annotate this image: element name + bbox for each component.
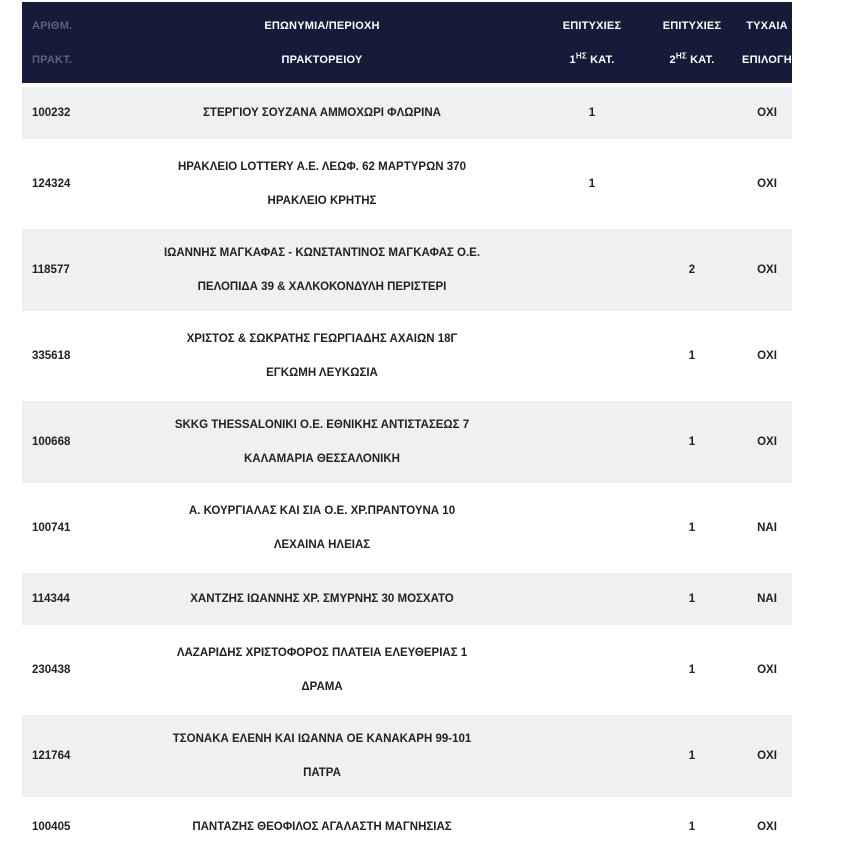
table-header xyxy=(22,2,792,85)
random-pick: ΟΧΙ xyxy=(757,750,777,762)
agency-name-line: ΚΑΛΑΜΑΡΙΑ ΘΕΣΣΑΛΟΝΙΚΗ xyxy=(244,453,400,465)
table-row xyxy=(22,227,792,313)
random-pick: ΟΧΙ xyxy=(757,436,777,448)
agency-code: 335618 xyxy=(32,350,71,362)
agency-name-line: ΠΑΝΤΑΖΗΣ ΘΕΟΦΙΛΟΣ ΑΓΑΛΑΣΤΗ ΜΑΓΝΗΣΙΑΣ xyxy=(192,821,452,833)
table-row xyxy=(22,571,792,627)
agency-name-line: ΤΣΟΝΑΚΑ ΕΛΕΝΗ ΚΑΙ ΙΩΑΝΝΑ ΟΕ ΚΑΝΑΚΑΡΗ 99-101 xyxy=(172,733,472,745)
agency-code: 114344 xyxy=(32,593,70,605)
agency-code: 100668 xyxy=(32,436,71,448)
second-category-wins: 1 xyxy=(688,436,696,448)
agency-code: 230438 xyxy=(32,664,71,676)
agency-name-line: Α. ΚΟΥΡΓΙΑΛΑΣ ΚΑΙ ΣΙΑ Ο.Ε. ΧΡ.ΠΡΑΝΤΟΥΝΑ 10 xyxy=(188,505,456,517)
results-table xyxy=(22,2,792,857)
agency-name-location xyxy=(102,571,542,627)
agency-name-line: ΔΡΑΜΑ xyxy=(301,681,343,693)
agency-name-line: ΧΡΙΣΤΟΣ & ΣΩΚΡΑΤΗΣ ΓΕΩΡΓΙΑΔΗΣ ΑΧΑΙΩΝ 18Γ xyxy=(186,333,458,345)
agency-code: 124324 xyxy=(32,178,71,190)
first-category-wins xyxy=(542,485,642,571)
agency-name-line: ΧΑΝΤΖΗΣ ΙΩΑΝΝΗΣ ΧΡ. ΣΜΥΡΝΗΣ 30 ΜΟΣΧΑΤΟ xyxy=(190,593,454,605)
first-category-wins xyxy=(542,313,642,399)
first-category-wins: 1 xyxy=(588,107,596,119)
random-pick: ΟΧΙ xyxy=(757,350,777,362)
first-category-wins xyxy=(542,713,642,799)
agency-name-location xyxy=(102,799,542,855)
table-row xyxy=(22,141,792,227)
header-first-category: ΕΠΙΤΥΧΙΕΣ $1^{H\Sigma}$ ΚΑΤ. xyxy=(562,19,622,66)
table-row xyxy=(22,313,792,399)
first-category-wins xyxy=(542,571,642,627)
agency-code: 100741 xyxy=(32,522,71,534)
random-pick: ΟΧΙ xyxy=(757,178,777,190)
header-second-category: ΕΠΙΤΥΧΙΕΣ $2^{H\Sigma}$ ΚΑΤ. xyxy=(662,19,722,66)
random-pick: ΝΑΙ xyxy=(757,522,777,534)
second-category-wins: 2 xyxy=(688,264,696,276)
table-row xyxy=(22,399,792,485)
agency-name-line: ΠΕΛΟΠΙΔΑ 39 & ΧΑΛΚΟΚΟΝΔΥΛΗ ΠΕΡΙΣΤΕΡΙ xyxy=(197,281,447,293)
agency-code: 121764 xyxy=(32,750,71,762)
first-category-wins xyxy=(542,627,642,713)
agency-name-line: SKKG THESSALONIKI Ο.Ε. ΕΘΝΙΚΗΣ ΑΝΤΙΣΤΑΣΕΩΣ 7 xyxy=(174,419,470,431)
table-row xyxy=(22,485,792,571)
header-random-pick: ΤΥΧΑΙΑ ΕΠΙΛΟΓΗ xyxy=(742,19,792,66)
agency-name-line: ΗΡΑΚΛΕΙΟ ΚΡΗΤΗΣ xyxy=(267,195,377,207)
table-row xyxy=(22,627,792,713)
first-category-wins xyxy=(542,227,642,313)
second-category-wins: 1 xyxy=(688,821,696,833)
random-pick: ΟΧΙ xyxy=(757,264,777,276)
agency-name-location xyxy=(102,627,542,713)
agency-code: 100232 xyxy=(32,107,71,119)
table-row xyxy=(22,85,792,141)
second-category-wins: 1 xyxy=(688,350,696,362)
first-category-wins xyxy=(542,399,642,485)
random-pick: ΝΑΙ xyxy=(757,593,777,605)
results-table-container xyxy=(22,2,792,857)
agency-name-location xyxy=(102,399,542,485)
agency-name-line: ΠΑΤΡΑ xyxy=(303,767,341,779)
second-category-wins: 1 xyxy=(688,750,696,762)
first-category-wins: 1 xyxy=(588,178,596,190)
table-row xyxy=(22,713,792,799)
agency-name-line: ΛΕΧΑΙΝΑ ΗΛΕΙΑΣ xyxy=(273,539,371,551)
header-name: ΕΠΩΝΥΜΙΑ/ΠΕΡΙΟΧΗ ΠΡΑΚΤΟΡΕΙΟΥ xyxy=(264,19,380,66)
agency-name-line: ΙΩΑΝΝΗΣ ΜΑΓΚΑΦΑΣ - ΚΩΝΣΤΑΝΤΙΝΟΣ ΜΑΓΚΑΦΑΣ Ο.Ε. xyxy=(163,247,481,259)
random-pick: ΟΧΙ xyxy=(757,821,777,833)
agency-code: 118577 xyxy=(32,264,70,276)
random-pick: ΟΧΙ xyxy=(757,107,777,119)
agency-name-line: ΣΤΕΡΓΙΟΥ ΣΟΥΖΑΝΑ ΑΜΜΟΧΩΡΙ ΦΛΩΡΙΝΑ xyxy=(203,107,441,119)
second-category-wins: 1 xyxy=(688,593,696,605)
agency-name-location xyxy=(102,141,542,227)
agency-name-location xyxy=(102,227,542,313)
table-body xyxy=(22,85,792,855)
agency-name-line: ΗΡΑΚΛΕΙΟ LOTTERY Α.Ε. ΛΕΩΦ. 62 ΜΑΡΤΥΡΩΝ 370 xyxy=(178,161,466,173)
agency-code: 100405 xyxy=(32,821,71,833)
second-category-wins xyxy=(642,85,742,141)
agency-name-location xyxy=(102,713,542,799)
agency-name-line: ΛΑΖΑΡΙΔΗΣ ΧΡΙΣΤΟΦΟΡΟΣ ΠΛΑΤΕΙΑ ΕΛΕΥΘΕΡΙΑΣ 1 xyxy=(176,647,468,659)
second-category-wins: 1 xyxy=(688,522,696,534)
second-category-wins: 1 xyxy=(688,664,696,676)
agency-name-line: ΕΓΚΩΜΗ ΛΕΥΚΩΣΙΑ xyxy=(266,367,378,379)
agency-name-location xyxy=(102,85,542,141)
second-category-wins xyxy=(642,141,742,227)
table-row xyxy=(22,799,792,855)
header-code: ΑΡΙΘΜ. ΠΡΑΚΤ. xyxy=(32,19,73,66)
agency-name-location xyxy=(102,313,542,399)
random-pick: ΟΧΙ xyxy=(757,664,777,676)
header-row xyxy=(22,2,792,85)
agency-name-location xyxy=(102,485,542,571)
first-category-wins xyxy=(542,799,642,855)
